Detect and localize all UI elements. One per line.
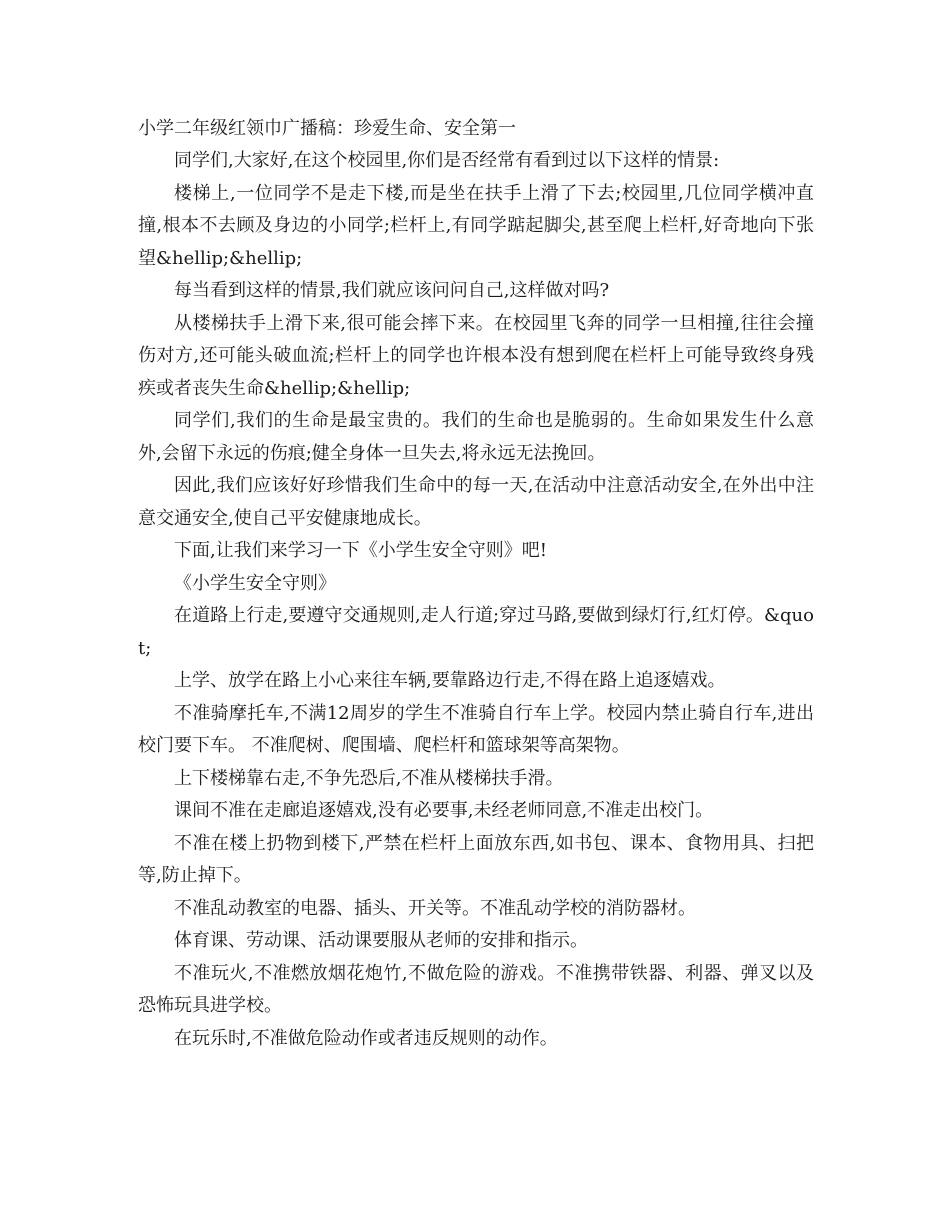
paragraph: 同学们,大家好,在这个校园里,你们是否经常有看到过以下这样的情景: bbox=[174, 150, 720, 171]
paragraph: 楼梯上,一位同学不是走下楼,而是坐在扶手上滑了下去;校园里,几位同学横冲直撞,根本不去顾及身边的小同学;栏杆上,有同学踮起脚尖,甚至爬上栏杆,好奇地向下张望&hellip;&hellip; bbox=[138, 182, 814, 269]
paragraph: 因此,我们应该好好珍惜我们生命中的每一天,在活动中注意活动安全,在外出中注意交通安全,使自己平安健康地成长。 bbox=[138, 475, 814, 529]
paragraph: 上学、放学在路上小心来往车辆,要靠路边行走,不得在路上追逐嬉戏。 bbox=[174, 670, 726, 691]
paragraph: 《小学生安全守则》 bbox=[174, 572, 336, 594]
paragraph: 不准乱动教室的电器、插头、开关等。不准乱动学校的消防器材。 bbox=[174, 897, 696, 919]
paragraph: 体育课、劳动课、活动课要服从老师的安排和指示。 bbox=[174, 930, 588, 951]
document-page bbox=[138, 113, 814, 1055]
paragraph: 上下楼梯靠右走,不争先恐后,不准从楼梯扶手滑。 bbox=[174, 767, 564, 789]
paragraph: 不准在楼上扔物到楼下,严禁在栏杆上面放东西,如书包、课本、食物用具、扫把等,防止掉下。 bbox=[138, 832, 814, 886]
paragraph: 课间不准在走廊追逐嬉戏,没有必要事,未经老师同意,不准走出校门。 bbox=[174, 800, 714, 821]
paragraph: 同学们,我们的生命是最宝贵的。我们的生命也是脆弱的。生命如果发生什么意外,会留下永远的伤痕;健全身体一旦失去,将永远无法挽回。 bbox=[138, 410, 814, 464]
paragraph: 在玩乐时,不准做危险动作或者违反规则的动作。 bbox=[174, 1027, 558, 1049]
paragraph: 每当看到这样的情景,我们就应该问问自己,这样做对吗? bbox=[174, 280, 610, 301]
paragraph: 在道路上行走,要遵守交通规则,走人行道;穿过马路,要做到绿灯行,红灯停。&quot; bbox=[138, 605, 814, 659]
document-title: 小学二年级红领巾广播稿：珍爱生命、安全第一 bbox=[138, 118, 516, 139]
paragraph: 下面,让我们来学习一下《小学生安全守则》吧! bbox=[174, 540, 547, 561]
paragraph: 从楼梯扶手上滑下来,很可能会摔下来。在校园里飞奔的同学一旦相撞,往往会撞伤对方,还可能头破血流;栏杆上的同学也许根本没有想到爬在栏杆上可能导致终身残疾或者丧失生命&hellip;&hellip; bbox=[138, 312, 814, 399]
paragraph: 不准骑摩托车,不满12周岁的学生不准骑自行车上学。校园内禁止骑自行车,进出校门要下车。 不准爬树、爬围墙、爬栏杆和篮球架等高架物。 bbox=[138, 702, 814, 756]
paragraph: 不准玩火,不准燃放烟花炮竹,不做危险的游戏。不准携带铁器、利器、弹叉以及恐怖玩具进学校。 bbox=[138, 962, 814, 1016]
